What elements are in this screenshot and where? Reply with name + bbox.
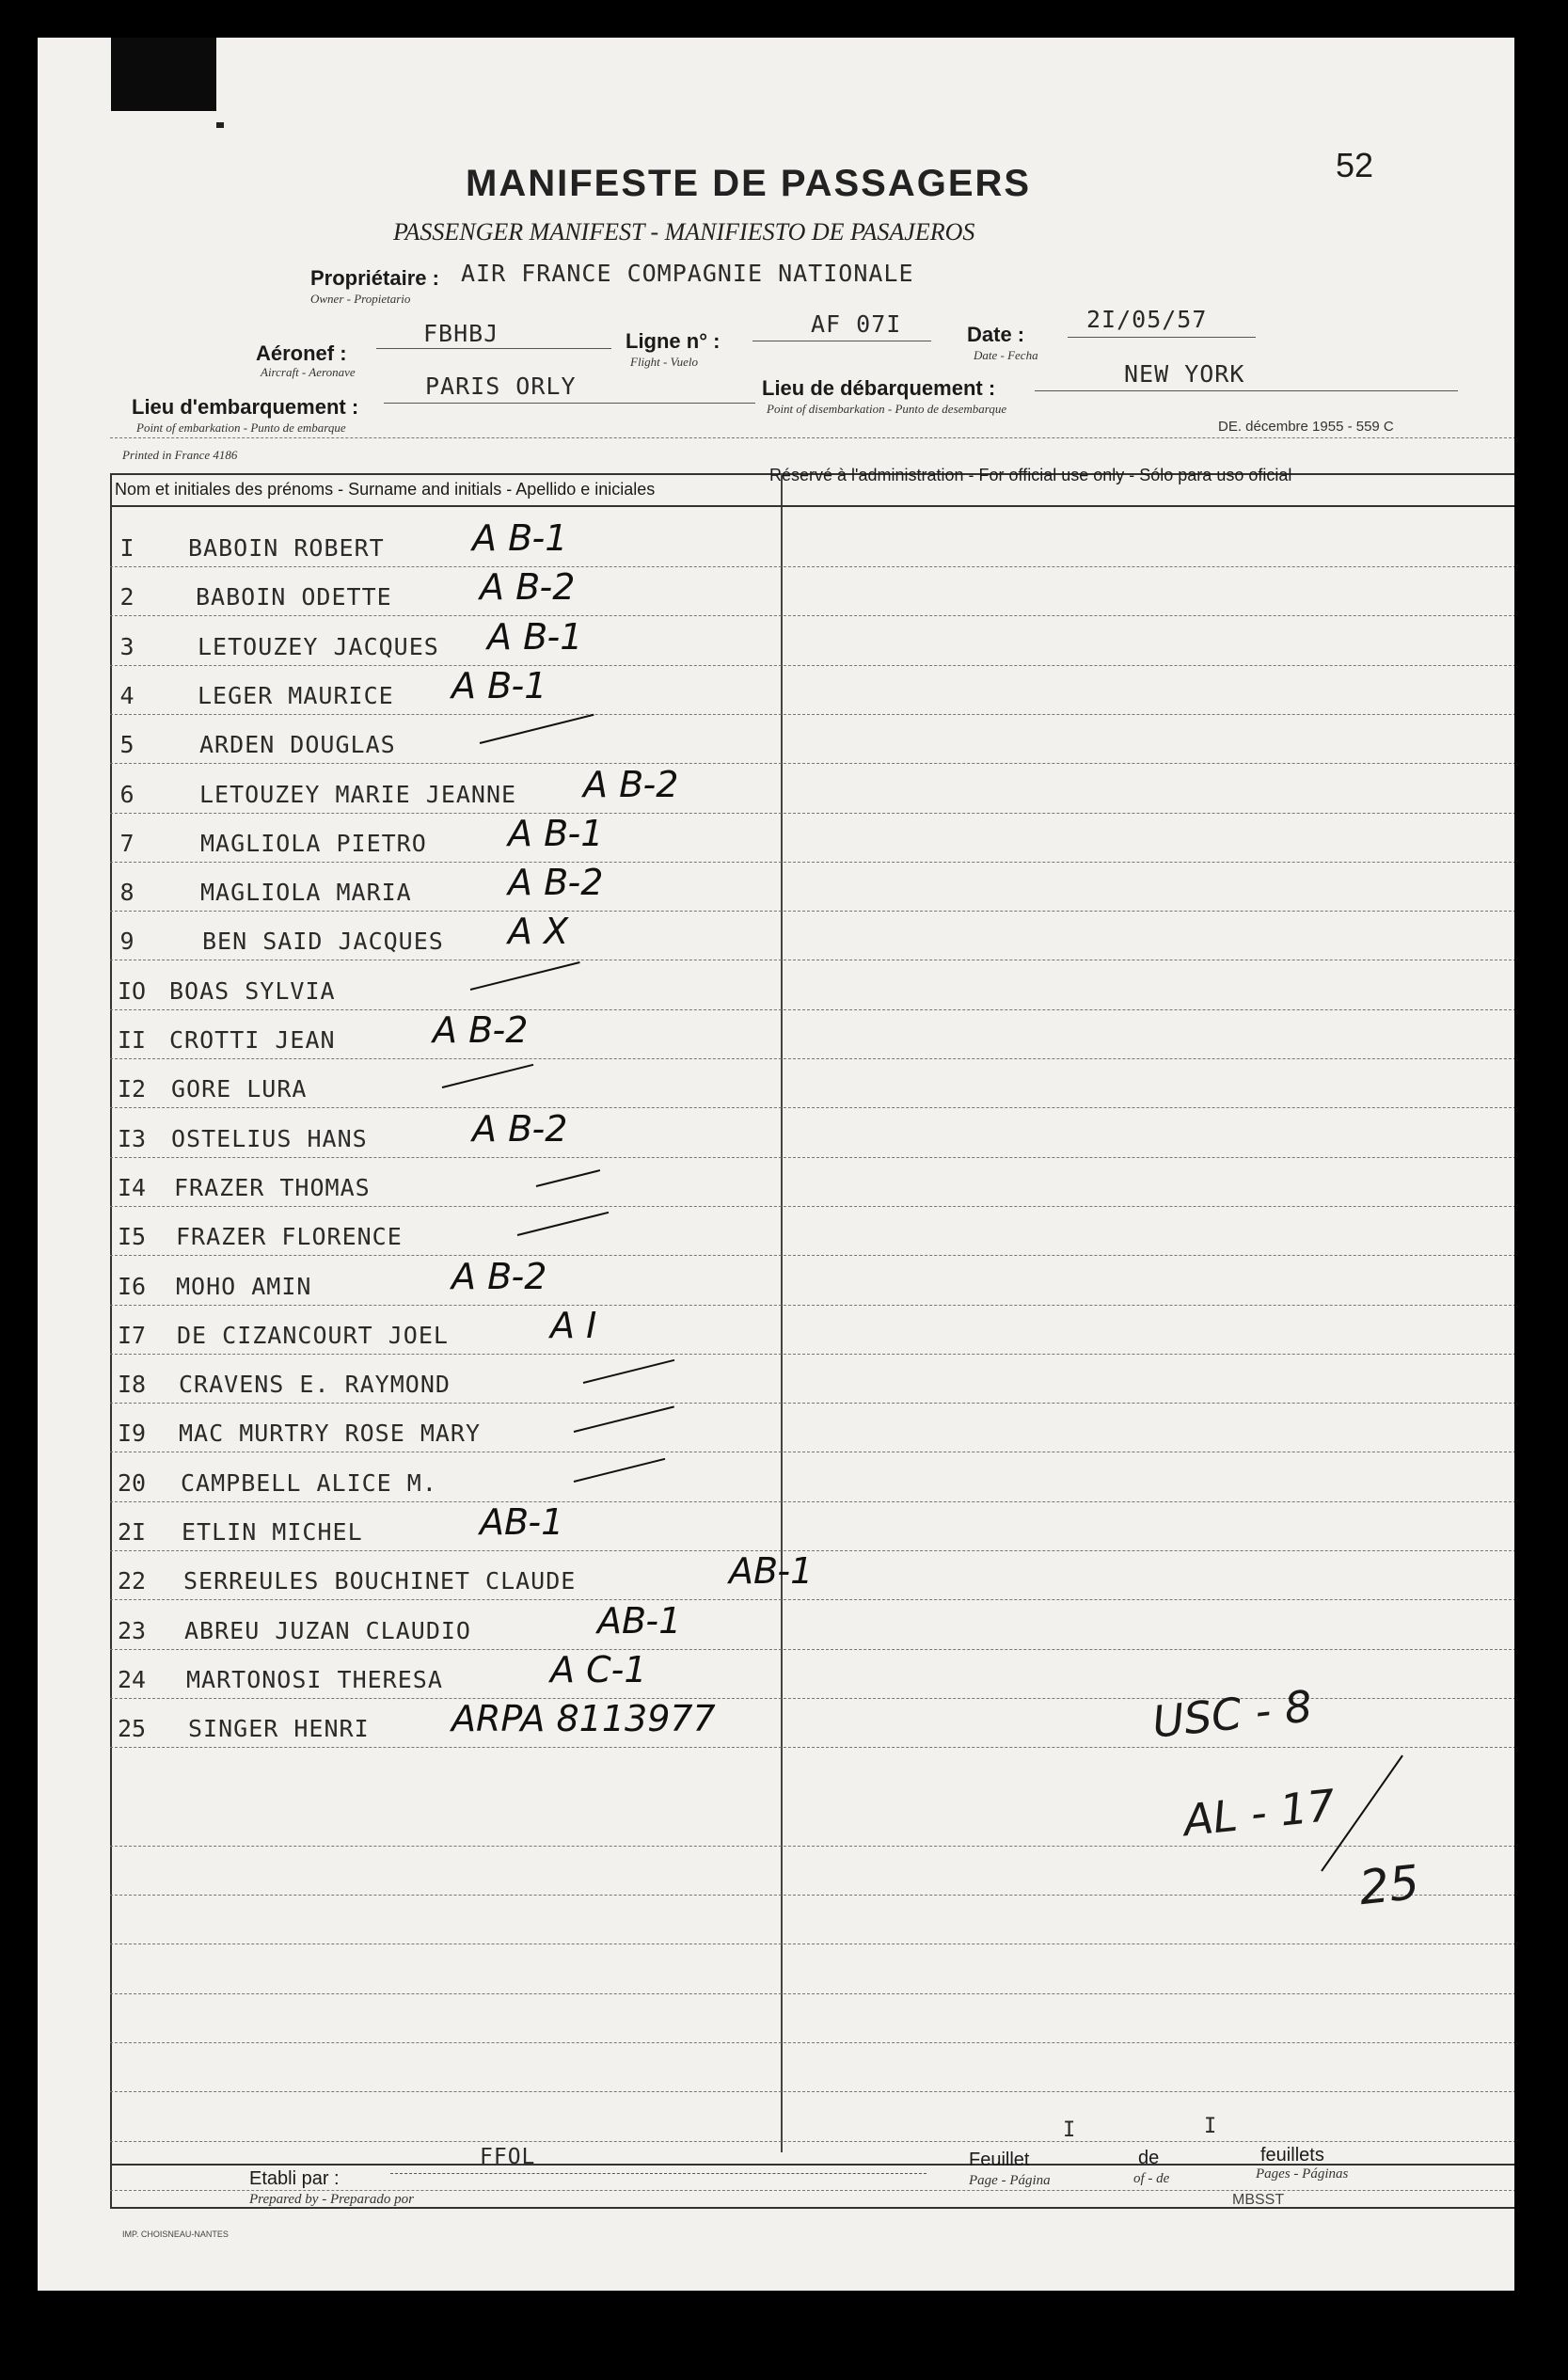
row-number: 8: [119, 879, 135, 907]
check-stroke: [574, 1458, 666, 1483]
passenger-name: MAGLIOLA MARIA: [200, 879, 412, 907]
passenger-name: FRAZER THOMAS: [174, 1173, 371, 1201]
admin-mark: AB-1: [480, 1501, 564, 1543]
form-title: MANIFESTE DE PASSAGERS: [466, 163, 1032, 204]
row-rule: [110, 2042, 1514, 2043]
aircraft-sublabel: Aircraft - Aeronave: [261, 365, 356, 379]
column-header-admin: Réservé à l'administration - For official use only - Sólo para uso oficial: [769, 466, 1292, 484]
row-rule: [110, 1255, 1514, 1256]
row-rule: [110, 911, 1514, 912]
admin-mark: A B-2: [583, 763, 679, 805]
row-rule: [110, 1846, 1514, 1847]
row-rule: [110, 813, 1514, 814]
date-value: 2I/05/57: [1086, 306, 1208, 333]
embark-sublabel: Point of embarkation - Punto de embarque: [136, 420, 346, 435]
flight-label: Ligne n° :: [626, 329, 721, 353]
established-sublabel: Prepared by - Preparado por: [249, 2192, 414, 2207]
passenger-name: LETOUZEY JACQUES: [198, 632, 439, 660]
passenger-name: BABOIN ODETTE: [196, 583, 392, 611]
admin-mark: A B-2: [480, 566, 576, 609]
row-number: I8: [117, 1371, 147, 1399]
form-code: DE. décembre 1955 - 559 C: [1218, 419, 1394, 435]
established-value: FFOL: [480, 2145, 536, 2169]
aircraft-value: FBHBJ: [423, 320, 499, 347]
row-number: I5: [117, 1223, 147, 1251]
row-number: 2: [119, 583, 135, 611]
of-value: I: [1204, 2115, 1218, 2138]
passenger-name: SINGER HENRI: [188, 1715, 370, 1743]
printed-note: Printed in France 4186: [122, 448, 238, 462]
row-number: 9: [119, 928, 135, 956]
row-rule: [110, 1009, 1514, 1010]
row-rule: [110, 1107, 1514, 1108]
printer-credit: IMP. CHOISNEAU-NANTES: [122, 2229, 229, 2239]
passenger-name: MOHO AMIN: [176, 1272, 312, 1300]
row-rule: [110, 2190, 1514, 2191]
row-rule: [110, 1354, 1514, 1355]
owner-sublabel: Owner - Propietario: [310, 292, 411, 306]
admin-mark: ARPA 8113977: [451, 1698, 716, 1740]
check-stroke: [574, 1406, 674, 1434]
annotation-al: AL - 17: [1180, 1779, 1338, 1847]
admin-mark: A B-1: [487, 615, 583, 658]
row-rule: [110, 1649, 1514, 1650]
passenger-name: BABOIN ROBERT: [188, 534, 385, 562]
established-label: Etabli par :: [249, 2168, 340, 2189]
row-number: IO: [117, 976, 147, 1005]
sheet-value: I: [1063, 2118, 1077, 2142]
aircraft-label: Aéronef :: [256, 341, 347, 365]
owner-value: AIR FRANCE COMPAGNIE NATIONALE: [461, 260, 914, 287]
sheet-label: Feuillet: [969, 2150, 1030, 2170]
sheets-sublabel: Pages - Páginas: [1256, 2166, 1349, 2182]
row-rule: [110, 763, 1514, 764]
row-rule: [110, 1206, 1514, 1207]
admin-mark: A B-2: [451, 1255, 547, 1297]
row-number: I3: [117, 1124, 147, 1152]
disembark-value: NEW YORK: [1124, 360, 1245, 388]
tape-strip: [111, 38, 216, 111]
row-number: 23: [117, 1616, 147, 1644]
admin-mark: A B-2: [433, 1009, 529, 1051]
row-rule: [110, 1157, 1514, 1158]
row-rule: [110, 1895, 1514, 1896]
row-rule: [110, 1993, 1514, 1994]
admin-mark: A X: [508, 911, 569, 953]
row-rule: [110, 862, 1514, 863]
row-number: I9: [117, 1420, 147, 1448]
row-number: I4: [117, 1173, 147, 1201]
passenger-name: GORE LURA: [171, 1075, 308, 1103]
passenger-name: DE CIZANCOURT JOEL: [177, 1321, 449, 1349]
admin-mark: A B-2: [508, 862, 604, 904]
row-number: I: [119, 534, 135, 562]
passenger-name: LETOUZEY MARIE JEANNE: [199, 780, 517, 808]
row-number: II: [117, 1026, 147, 1054]
check-stroke: [442, 1064, 534, 1088]
passenger-name: MARTONOSI THERESA: [186, 1665, 443, 1693]
row-rule: [110, 665, 1514, 666]
row-rule: [110, 615, 1514, 616]
row-rule: [110, 566, 1514, 567]
passenger-name: BEN SAID JACQUES: [202, 928, 444, 956]
sheet-sublabel: Page - Página: [969, 2173, 1051, 2188]
annotation-total: 25: [1356, 1854, 1422, 1916]
check-stroke: [583, 1359, 675, 1384]
row-number: I2: [117, 1075, 147, 1103]
row-number: 3: [119, 632, 135, 660]
flight-sublabel: Flight - Vuelo: [630, 355, 698, 369]
passenger-name: ABREU JUZAN CLAUDIO: [184, 1616, 471, 1644]
passenger-name: OSTELIUS HANS: [171, 1124, 368, 1152]
row-rule: [110, 2091, 1514, 2092]
passenger-name: ARDEN DOUGLAS: [199, 731, 396, 759]
tape-speck: [216, 122, 224, 128]
passenger-name: BOAS SYLVIA: [169, 976, 336, 1005]
page-number: 52: [1336, 146, 1374, 184]
disembark-label: Lieu de débarquement :: [762, 376, 996, 400]
row-rule: [110, 1305, 1514, 1306]
row-rule: [110, 1599, 1514, 1600]
row-rule: [110, 2141, 1514, 2142]
row-number: I7: [117, 1321, 147, 1349]
passenger-name: SERREULES BOUCHINET CLAUDE: [183, 1567, 577, 1595]
flight-value: AF 07I: [811, 310, 902, 338]
passenger-name: LEGER MAURICE: [198, 681, 394, 709]
embark-value: PARIS ORLY: [425, 373, 577, 400]
admin-mark: A B-1: [472, 517, 568, 559]
row-number: 4: [119, 681, 135, 709]
row-number: 22: [117, 1567, 147, 1595]
row-number: 24: [117, 1665, 147, 1693]
passenger-name: MAGLIOLA PIETRO: [200, 829, 427, 857]
admin-mark: A I: [550, 1304, 597, 1346]
row-rule: [110, 1501, 1514, 1502]
column-header-names: Nom et initiales des prénoms - Surname and initials - Apellido e iniciales: [115, 480, 656, 499]
embark-label: Lieu d'embarquement :: [132, 395, 359, 419]
row-number: 6: [119, 780, 135, 808]
admin-mark: A B-1: [508, 812, 604, 854]
of-sublabel: of - de: [1133, 2171, 1170, 2186]
disembark-sublabel: Point of disembarkation - Punto de desembarque: [767, 402, 1007, 416]
passenger-name: CROTTI JEAN: [169, 1026, 336, 1054]
passenger-name: MAC MURTRY ROSE MARY: [179, 1420, 482, 1448]
admin-mark: A C-1: [550, 1648, 647, 1690]
owner-label: Propriétaire :: [310, 266, 439, 290]
annotation-usc: USC - 8: [1149, 1680, 1315, 1748]
stamp: MBSST: [1232, 2192, 1285, 2208]
row-rule: [110, 714, 1514, 715]
row-number: 25: [117, 1715, 147, 1743]
passenger-name: CAMPBELL ALICE M.: [181, 1468, 437, 1497]
row-number: 7: [119, 829, 135, 857]
admin-mark: A B-1: [451, 664, 547, 706]
form-subtitle: PASSENGER MANIFEST - MANIFIESTO DE PASAJEROS: [393, 218, 975, 246]
row-number: 5: [119, 731, 135, 759]
row-number: I6: [117, 1272, 147, 1300]
date-label: Date :: [967, 323, 1025, 346]
passenger-name: ETLIN MICHEL: [182, 1518, 363, 1546]
check-stroke: [536, 1169, 600, 1187]
admin-mark: AB-1: [729, 1550, 814, 1593]
passenger-name: FRAZER FLORENCE: [176, 1223, 403, 1251]
row-number: 2I: [117, 1518, 147, 1546]
sheets-label: feuillets: [1260, 2145, 1324, 2166]
date-sublabel: Date - Fecha: [974, 348, 1038, 362]
passenger-name: CRAVENS E. RAYMOND: [179, 1371, 451, 1399]
admin-mark: AB-1: [597, 1599, 682, 1642]
manifest-sheet: [38, 38, 1514, 2291]
of-label: de: [1138, 2148, 1160, 2168]
row-number: 20: [117, 1468, 147, 1497]
row-rule: [110, 1403, 1514, 1404]
check-stroke: [517, 1212, 610, 1236]
admin-mark: A B-2: [472, 1107, 568, 1150]
row-rule: [110, 1058, 1514, 1059]
row-rule: [110, 1747, 1514, 1748]
